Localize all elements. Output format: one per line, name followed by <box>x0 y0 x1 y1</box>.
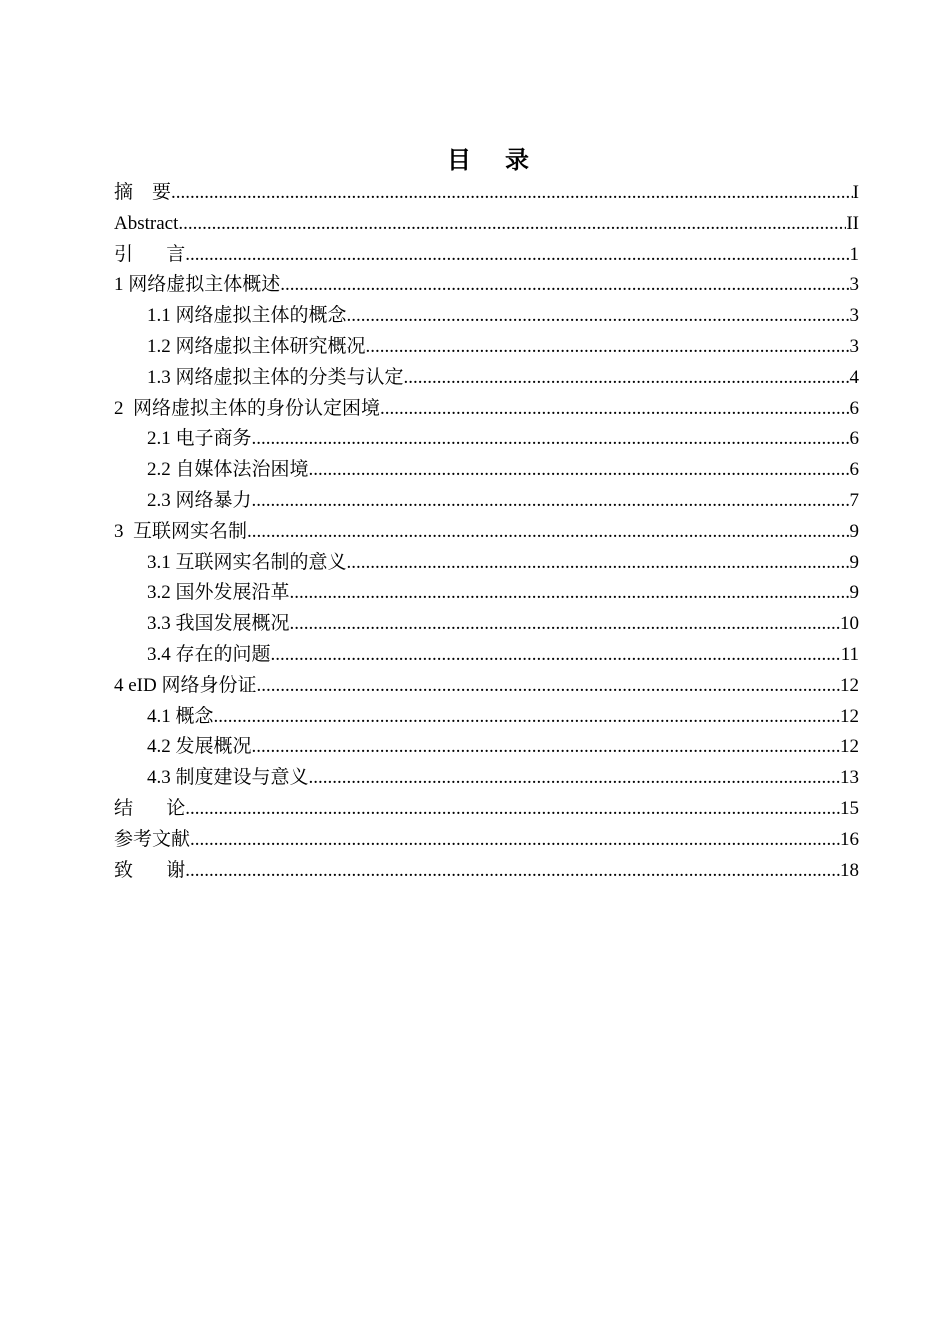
toc-entry-page-number: 13 <box>840 767 859 789</box>
toc-entry-page-number: 9 <box>849 520 859 542</box>
toc-entry-page-number: 6 <box>849 428 859 450</box>
toc-entry[interactable] <box>114 394 859 425</box>
toc-entry-label: 4 eID 网络身份证 <box>114 674 257 696</box>
toc-entry-page-number: I <box>852 182 859 203</box>
dot-leader <box>247 517 849 548</box>
toc-entry[interactable] <box>114 240 859 271</box>
toc-entry-page-number: 12 <box>840 736 859 758</box>
dot-leader <box>404 363 850 394</box>
dot-leader <box>256 671 840 702</box>
toc-entry-label: 结 论 <box>114 797 186 819</box>
dot-leader <box>178 209 846 240</box>
toc-entry-label: 3.1 互联网实名制的意义 <box>147 551 347 573</box>
dot-leader <box>380 394 849 425</box>
dot-leader <box>347 548 850 579</box>
dot-leader <box>366 332 850 363</box>
toc-entry-label: 1 网络虚拟主体概述 <box>114 274 281 296</box>
toc-entry[interactable] <box>114 455 859 486</box>
toc-entry[interactable] <box>114 486 859 517</box>
toc-entry[interactable] <box>114 548 859 579</box>
toc-entry-label: 4.3 制度建设与意义 <box>147 767 309 789</box>
dot-leader <box>290 578 850 609</box>
dot-leader <box>347 301 850 332</box>
toc-entry-label: Abstract <box>114 212 179 234</box>
toc-entry-label: 3.3 我国发展概况 <box>147 613 290 635</box>
toc-entry[interactable] <box>114 517 859 548</box>
toc-entry-page-number: 3 <box>849 335 859 357</box>
dot-leader <box>185 856 840 887</box>
toc-entry[interactable] <box>114 732 859 763</box>
toc-entry-page-number: II <box>846 212 859 234</box>
toc-entry-label: 1.3 网络虚拟主体的分类与认定 <box>147 366 404 388</box>
toc-entry[interactable] <box>114 578 859 609</box>
toc-entry[interactable] <box>114 609 859 640</box>
toc-entry[interactable] <box>114 270 859 301</box>
dot-leader <box>185 794 840 825</box>
toc-entry-label: 2.2 自媒体法治困境 <box>147 459 309 481</box>
toc-entry-page-number: 12 <box>840 705 859 727</box>
toc-entry[interactable] <box>114 363 859 394</box>
toc-entry-page-number: 18 <box>840 859 859 881</box>
toc-entry-label: 参考文献 <box>114 828 191 850</box>
toc-entry-page-number: 4 <box>849 366 859 388</box>
toc-title: 目 录 <box>447 148 531 174</box>
toc-entry-page-number: 12 <box>840 674 859 696</box>
dot-leader <box>252 732 840 763</box>
toc-entry-label: 1.1 网络虚拟主体的概念 <box>147 305 347 327</box>
toc-entry[interactable] <box>114 640 859 671</box>
toc-entry[interactable] <box>114 763 859 794</box>
table-of-contents <box>114 178 859 886</box>
toc-entry-page-number: 9 <box>849 551 859 573</box>
toc-entry[interactable] <box>114 856 859 887</box>
toc-entry[interactable] <box>114 332 859 363</box>
toc-entry-label: 4.1 概念 <box>147 705 214 727</box>
toc-entry-label: 致 谢 <box>114 859 186 881</box>
toc-entry[interactable] <box>114 702 859 733</box>
toc-entry[interactable] <box>114 209 859 240</box>
dot-leader <box>190 825 840 856</box>
toc-entry-label: 1.2 网络虚拟主体研究概况 <box>147 335 366 357</box>
toc-entry[interactable] <box>114 825 859 856</box>
toc-entry-label: 3 互联网实名制 <box>114 520 248 542</box>
toc-entry-page-number: 3 <box>849 305 859 327</box>
toc-entry-page-number: 6 <box>849 397 859 419</box>
toc-entry-page-number: 10 <box>840 613 859 635</box>
toc-entry-label: 2 网络虚拟主体的身份认定困境 <box>114 397 381 419</box>
dot-leader <box>185 240 849 271</box>
toc-entry[interactable] <box>114 178 859 209</box>
toc-entry-page-number: 15 <box>840 797 859 819</box>
dot-leader <box>252 424 850 455</box>
toc-entry-page-number: 3 <box>849 274 859 296</box>
toc-entry[interactable] <box>114 424 859 455</box>
toc-entry-label: 3.4 存在的问题 <box>147 643 271 665</box>
dot-leader <box>214 702 840 733</box>
toc-entry[interactable] <box>114 301 859 332</box>
dot-leader <box>252 486 850 517</box>
toc-entry-page-number: 7 <box>849 489 859 511</box>
dot-leader <box>280 270 849 301</box>
toc-entry-page-number: 11 <box>840 643 859 665</box>
toc-entry-page-number: 9 <box>849 582 859 604</box>
toc-entry-label: 引 言 <box>114 243 186 265</box>
toc-entry-page-number: 6 <box>849 459 859 481</box>
toc-entry-label: 4.2 发展概况 <box>147 736 252 758</box>
dot-leader <box>271 640 841 671</box>
dot-leader <box>290 609 840 640</box>
toc-entry[interactable] <box>114 671 859 702</box>
toc-entry-page-number: 16 <box>840 828 859 850</box>
toc-entry-page-number: 1 <box>849 243 859 265</box>
dot-leader <box>171 178 853 209</box>
toc-entry-label: 2.1 电子商务 <box>147 428 252 450</box>
dot-leader <box>309 455 850 486</box>
dot-leader <box>309 763 840 794</box>
toc-entry[interactable] <box>114 794 859 825</box>
toc-entry-label: 3.2 国外发展沿革 <box>147 582 290 604</box>
toc-entry-label: 摘 要 <box>114 182 172 203</box>
toc-entry-label: 2.3 网络暴力 <box>147 489 252 511</box>
